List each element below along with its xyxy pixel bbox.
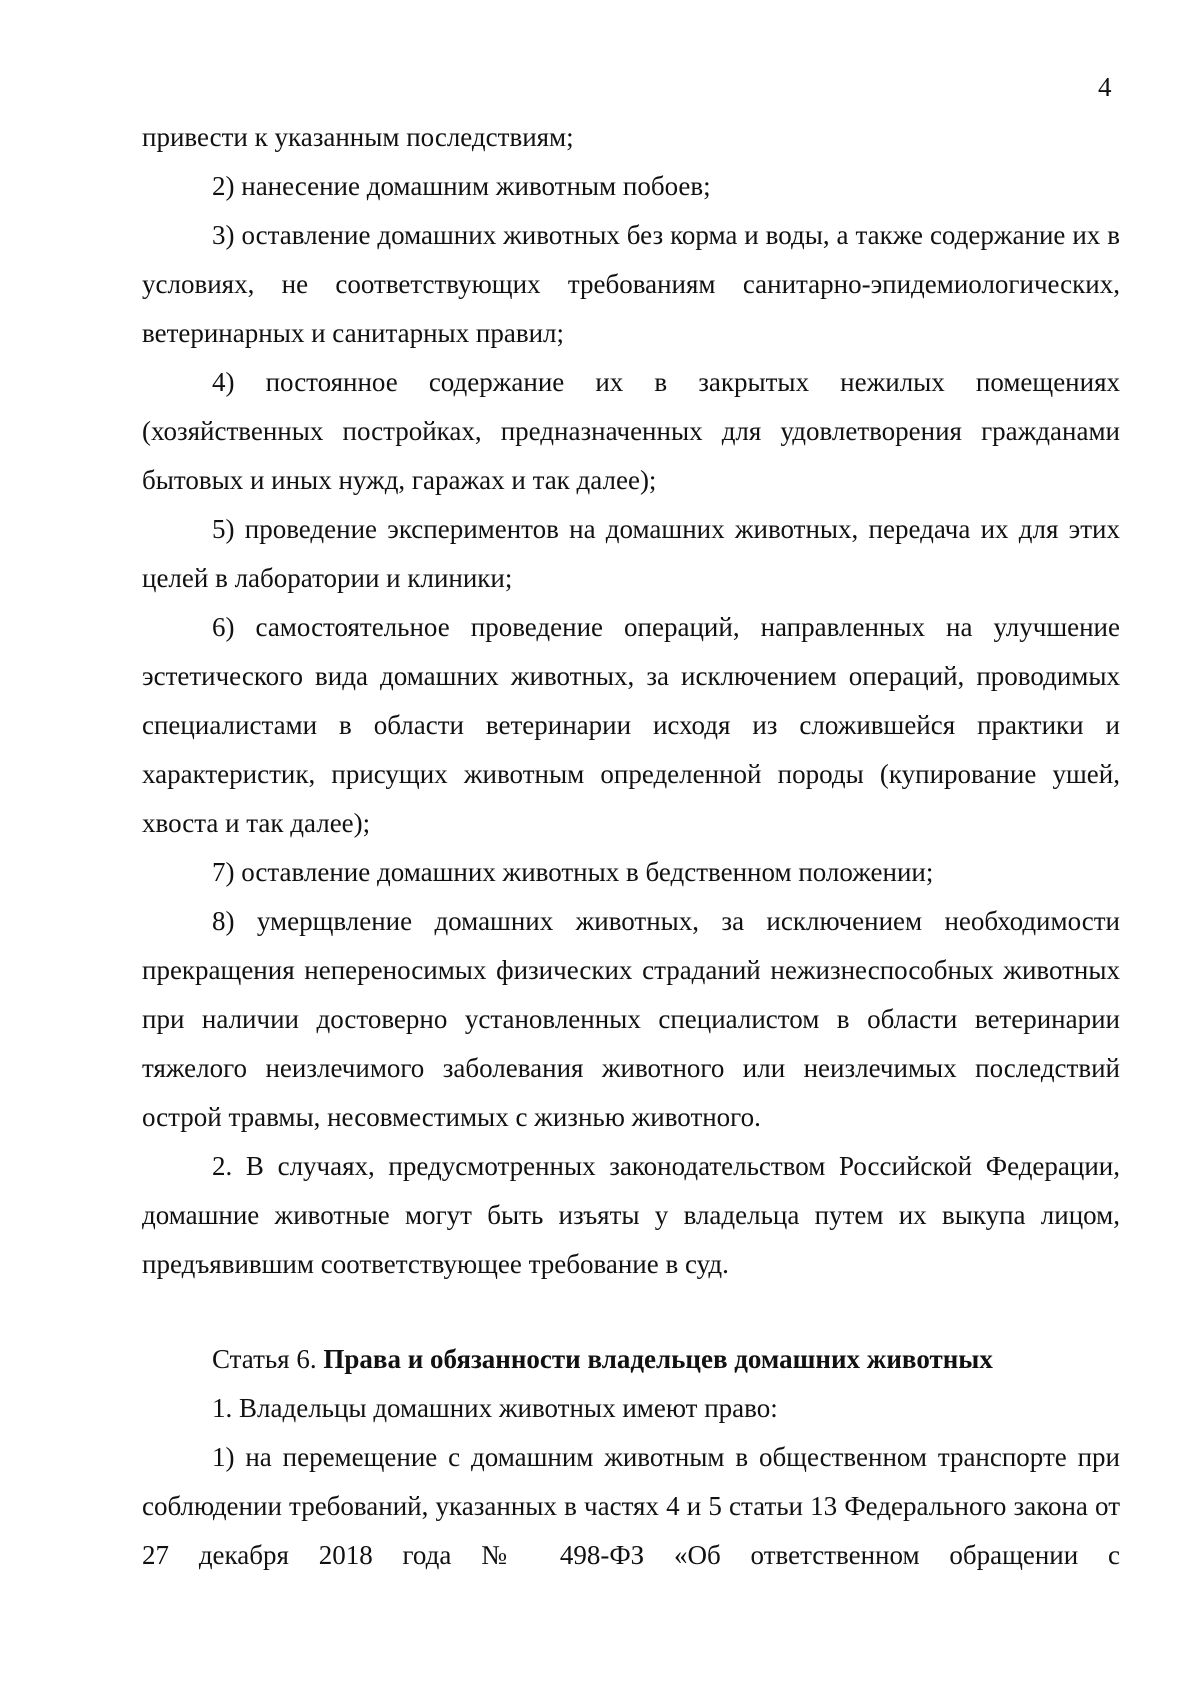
paragraph-item-3: 3) оставление домашних животных без корма и воды, а также содержание их в условиях, не соответствующих требованиям санитарно-эпидемиологических, ветеринарных и санитарных правил; xyxy=(142,220,1120,348)
page-number: 4 xyxy=(1098,72,1112,102)
paragraph-item-6: 6) самостоятельное проведение операций, направленных на улучшение эстетического вида домашних животных, за исключением операций, проводимых специалистами в области ветеринарии исходя из сложившейся практики и характеристик, присущих животным определенной породы (купирование ушей, хвоста и так далее); xyxy=(142,612,1120,838)
section-gap xyxy=(142,1289,1120,1335)
paragraph-part-2: 2. В случаях, предусмотренных законодательством Российской Федерации, домашние животные могут быть изъяты у владельца путем их выкупа лицом, предъявившим соответствующее требование в суд. xyxy=(142,1151,1120,1279)
paragraph-right-1: 1) на перемещение с домашним животным в общественном транспорте при соблюдении требований, указанных в частях 4 и 5 статьи 13 Федерального закона от 27 декабря 2018 года № 498-ФЗ «Об ответственном обращении с xyxy=(142,1442,1120,1570)
article-heading xyxy=(142,1335,1120,1384)
paragraph-continuation: привести к указанным последствиям; xyxy=(142,122,574,152)
article-title: Права и обязанности владельцев домашних животных xyxy=(323,1344,993,1374)
paragraph-item-4: 4) постоянное содержание их в закрытых нежилых помещениях (хозяйственных постройках, предназначенных для удовлетворения гражданами бытовых и иных нужд, гаражах и так далее); xyxy=(142,367,1120,495)
paragraph-item-2: 2) нанесение домашним животным побоев; xyxy=(212,171,711,201)
paragraph-item-5: 5) проведение экспериментов на домашних животных, передача их для этих целей в лаборатории и клиники; xyxy=(142,514,1120,593)
paragraph-item-7: 7) оставление домашних животных в бедственном положении; xyxy=(212,857,934,887)
document-body xyxy=(142,113,1120,1580)
paragraph-item-8: 8) умерщвление домашних животных, за исключением необходимости прекращения непереносимых физических страданий нежизнеспособных животных при наличии достоверно установленных специалистом в области ветеринарии тяжелого неизлечимого заболевания животного или неизлечимых последствий острой травмы, несовместимых с жизнью животного. xyxy=(142,906,1120,1132)
article-prefix: Статья 6. xyxy=(212,1344,317,1374)
paragraph-part-1: 1. Владельцы домашних животных имеют право: xyxy=(212,1393,778,1423)
